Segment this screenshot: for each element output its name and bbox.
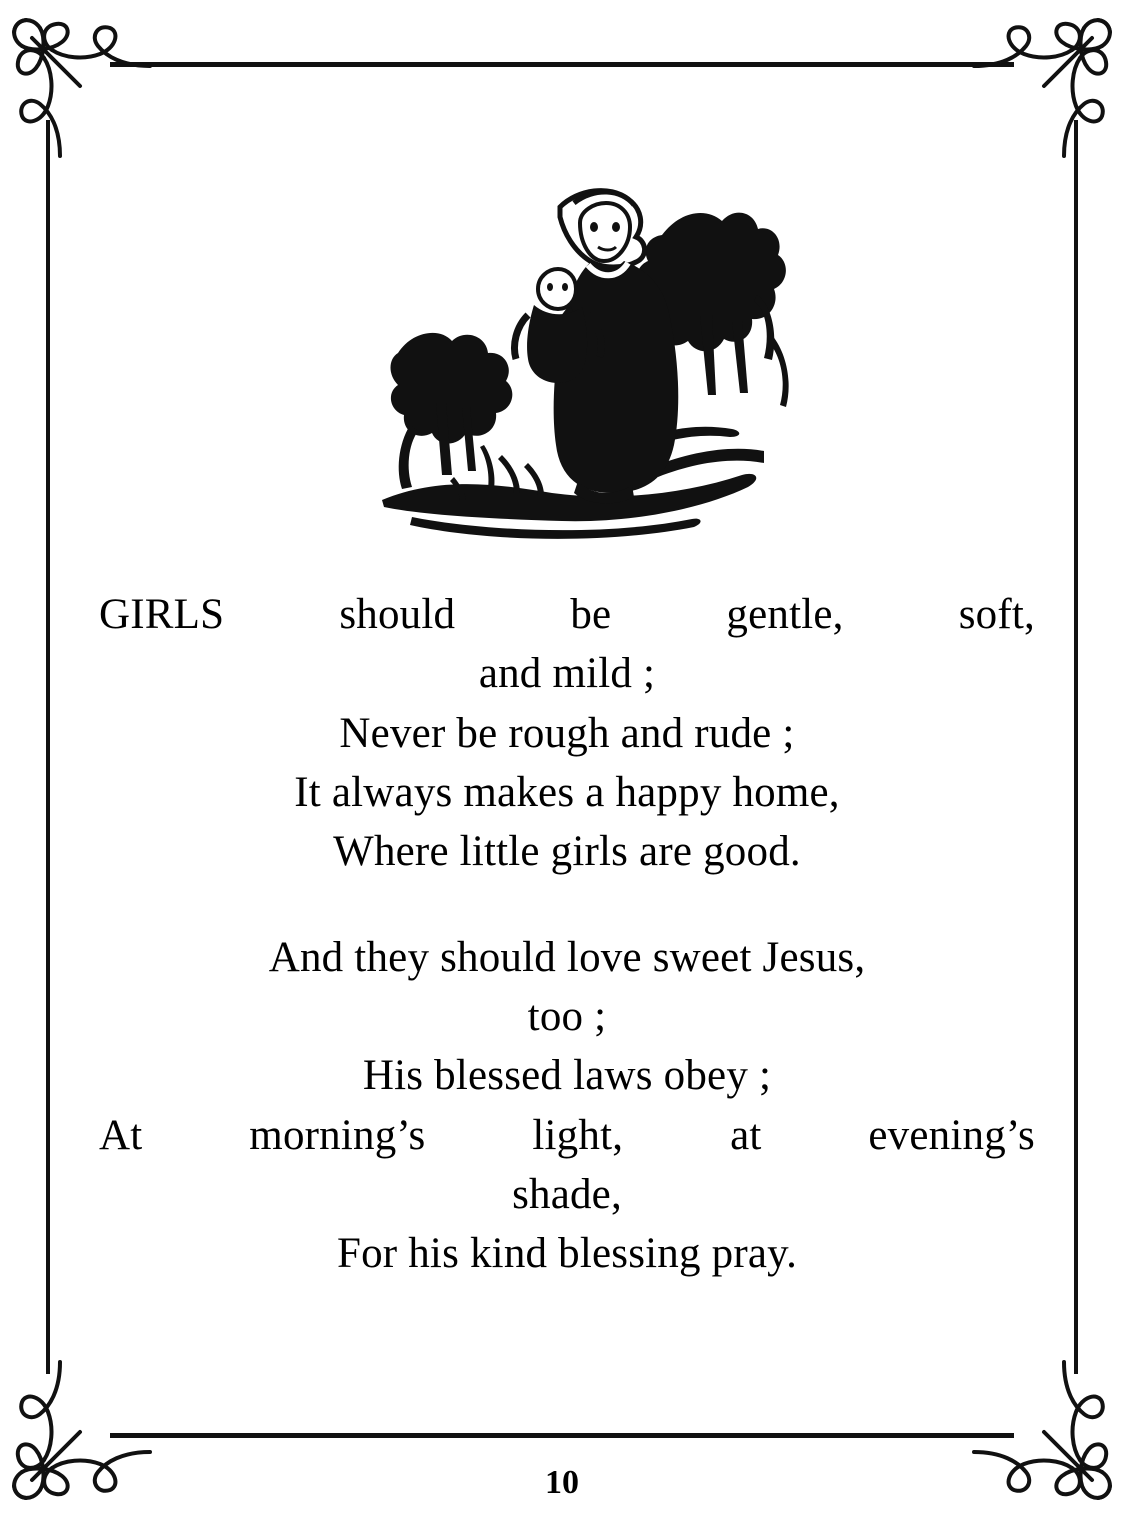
poem-line: and mild ; [478, 650, 656, 698]
poem-line: Never be rough and rude ; [339, 709, 795, 757]
poem-line: At morning’s light, at evening’s [99, 1111, 1035, 1159]
poem-body [95, 585, 1039, 1330]
poem-line: GIRLS should be gentle, soft, [99, 591, 1035, 638]
illustration-woodcut [0, 140, 1124, 560]
corner-flourish-icon [972, 8, 1122, 158]
poem-line: too ; [527, 992, 607, 1040]
page-number: 10 [545, 1464, 579, 1501]
poem-line: It always makes a happy home, [294, 768, 840, 816]
poem-stanza [95, 585, 1039, 882]
poem-line: His blessed laws obey ; [362, 1052, 772, 1100]
poem-line: For his kind blessing pray. [336, 1230, 798, 1278]
corner-flourish-icon [2, 8, 152, 158]
poem-line: And they should love sweet Jesus, [268, 933, 866, 981]
poem-line: Where little girls are good. [333, 828, 801, 876]
frame-top-rule [110, 62, 1014, 67]
poem-line: shade, [512, 1170, 622, 1218]
poem-stanza [95, 928, 1039, 1284]
frame-bottom-rule [110, 1433, 1014, 1438]
